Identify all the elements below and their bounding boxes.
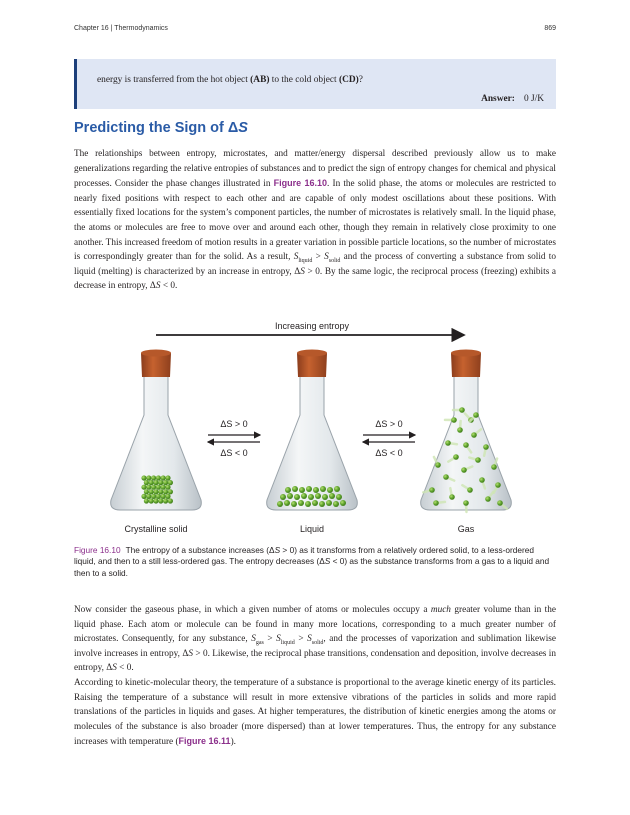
gas-particle [485,496,491,502]
liquid-particle [313,487,319,493]
liquid-particle [308,494,314,500]
paragraph-temperature: According to kinetic-molecular theory, the temperature of a substance is proportional to the average kinetic energy of its particles. Raising the temperature of a substance will result in more extensive vibrations of the particles in solids and more rapid translations of the particles in liquids and gases. At higher temperatures, the distribution of kinetic energies among the atoms or molecules of the substance is also broader (more dispersed) than at lower temperatures. Thus, the entropy for any substance increases with temperature (Figure 16.11). [74,678,556,748]
liquid-particle [312,500,318,506]
solid-particle [163,480,168,485]
solid-particle [151,494,156,499]
cork-top [451,350,481,357]
gas-particle [479,477,485,483]
chapter-title: Chapter 16 | Thermodynamics [74,25,168,32]
solid-particle [161,475,166,480]
gas-particle [463,442,469,448]
solid-particle [151,475,156,480]
solid-particle [153,480,158,485]
solid-particle [141,494,146,499]
gas-particle [483,444,489,450]
liquid-particle [305,501,311,507]
gas-particle [445,440,451,446]
solid-particle [149,489,154,494]
solid-particle [161,494,166,499]
cork-top [297,350,327,357]
gas-particle [491,464,497,470]
liquid-particle [320,486,326,492]
solid-particle [146,475,151,480]
gas-particle [429,487,435,493]
solid-particle [161,485,166,490]
liquid-particle [333,501,339,507]
liquid-particle [284,500,290,506]
solid-particle [153,498,158,503]
solid-particle [144,480,149,485]
liquid-particle [292,486,298,492]
liquid-particle [340,500,346,506]
gas-particle [475,457,481,463]
liquid-particle [334,486,340,492]
solid-particle [168,498,173,503]
delta-s-positive-label: ΔS > 0 [220,419,248,429]
solid-particle [141,485,146,490]
paragraph-phase-changes: The relationships between entropy, microstates, and matter/energy dispersal described previously allow us to make generalizations regarding the relative entropies of substances and to predict the sign of entropy changes for chemical and physical processes. Consider the phase changes illustrated in Figure 16.10. In the solid phase, the atoms or molecules are restricted to nearly fixed positions with respect to each other and are capable of only modest oscillations about these positions. With essentially fixed locations for the system’s component particles, the number of microstates is relatively small. In the liquid phase, the atoms or molecules are free to move over and around each other, though they remain in relatively close proximity to one another. This increased freedom of motion results in a greater variation in possible particle locations, so the number of microstates is correspondingly greater than for the solid. As a result, $S_{liquid} > S_{solid}$ and the process of converting a substance from solid to liquid (melting) is characterized by an increase in entropy, ΔS > 0. By the same logic, the reciprocal process (freezing) exhibits a decrease in entropy, ΔS < 0. [74,149,556,292]
solid-particle [151,485,156,490]
delta-s-negative-label: ΔS < 0 [220,448,248,458]
solid-particle [165,485,170,490]
liquid-particle [326,500,332,506]
liquid-particle [301,493,307,499]
liquid-particle [322,494,328,500]
solid-particle [156,494,161,499]
flask-gas [421,350,512,512]
section-title: Predicting the Sign of ΔS [74,120,248,136]
liquid-particle [287,493,293,499]
solid-particle [153,489,158,494]
solid-particle [141,475,146,480]
flask-cork [297,353,327,377]
liquid-particle [336,494,342,500]
example-answer-box [74,59,556,109]
liquid-particle [329,493,335,499]
liquid-particle [319,501,325,507]
solid-particle [156,475,161,480]
gas-particle [471,432,477,438]
solid-particle [163,489,168,494]
figure-entropy-flasks [74,315,556,540]
gas-particle [451,417,457,423]
solid-particle [163,498,168,503]
gas-particle [461,467,467,473]
flask-cork [451,353,481,377]
flask-glass [267,375,358,510]
paragraph-gaseous-phase: Now consider the gaseous phase, in which a given number of atoms or molecules occupy a much greater volume than in the liquid phase. Each atom or molecule can be found in many more locations, corresponding to a much greater number of microstates. Consequently, for any substance, $S_{gas} > S_{liquid} > S_{solid}$, and the processes of vaporization and sublimation likewise involve increases in entropy, ΔS > 0. Likewise, the reciprocal phase transitions, condensation and deposition, involve decreases in entropy, ΔS < 0. [74,605,557,674]
figure-16-11-link[interactable]: Figure 16.11 [178,736,231,747]
solid-particle [149,498,154,503]
gas-particle [459,407,465,413]
gas-particle [463,500,469,506]
liquid-particle [306,486,312,492]
solid-particle [158,498,163,503]
arrow-label: Increasing entropy [274,321,350,331]
solid-particle [158,489,163,494]
flask-solid [111,350,202,511]
solid-particle [144,489,149,494]
gas-particle [453,454,459,460]
gas-particle [495,482,501,488]
gas-particle [433,500,439,506]
label-liquid: Liquid [299,524,325,534]
liquid-particle [299,487,305,493]
liquid-particle [291,501,297,507]
delta-s-positive-label: ΔS > 0 [375,419,403,429]
example-question: energy is transferred from the hot object (AB) to the cold object (CD)? [97,75,363,85]
figure-caption: Figure 16.10 The entropy of a substance increases (ΔS > 0) as it transforms from a relatively ordered solid, to a less-ordered liquid, and then to a still less-ordered gas. The entropy decreases (ΔS < 0) as the substance transforms from a gas to a liquid and then to a solid. [74,545,550,578]
page-number: 869 [544,25,556,32]
gas-particle [457,427,463,433]
solid-particle [146,494,151,499]
gas-particle [473,412,479,418]
label-gas: Gas [457,524,475,534]
page-header [74,25,556,32]
gas-particle [449,494,455,500]
gas-particle [435,462,441,468]
solid-particle [168,480,173,485]
solid-particle [144,498,149,503]
delta-s-negative-label: ΔS < 0 [375,448,403,458]
flask-cork [141,353,171,377]
solid-particle [158,480,163,485]
solid-particle [168,489,173,494]
figure-16-10-link[interactable]: Figure 16.10 [273,178,328,189]
solid-particle [156,485,161,490]
solid-particle [149,480,154,485]
solid-particle [146,485,151,490]
cork-top [141,350,171,357]
liquid-particle [294,494,300,500]
example-answer: Answer: 0 J/K [481,94,544,104]
liquid-particle [285,487,291,493]
gas-particle [467,487,473,493]
solid-particle [165,475,170,480]
liquid-particle [277,501,283,507]
flask-liquid [267,350,358,511]
liquid-particle [327,487,333,493]
label-crystalline-solid: Crystalline solid [124,524,188,534]
figure-number: Figure 16.10 [74,545,121,555]
gas-particle [443,474,449,480]
gas-particle [497,500,503,506]
liquid-particle [315,493,321,499]
solid-particle [165,494,170,499]
liquid-particle [280,494,286,500]
liquid-particle [298,500,304,506]
